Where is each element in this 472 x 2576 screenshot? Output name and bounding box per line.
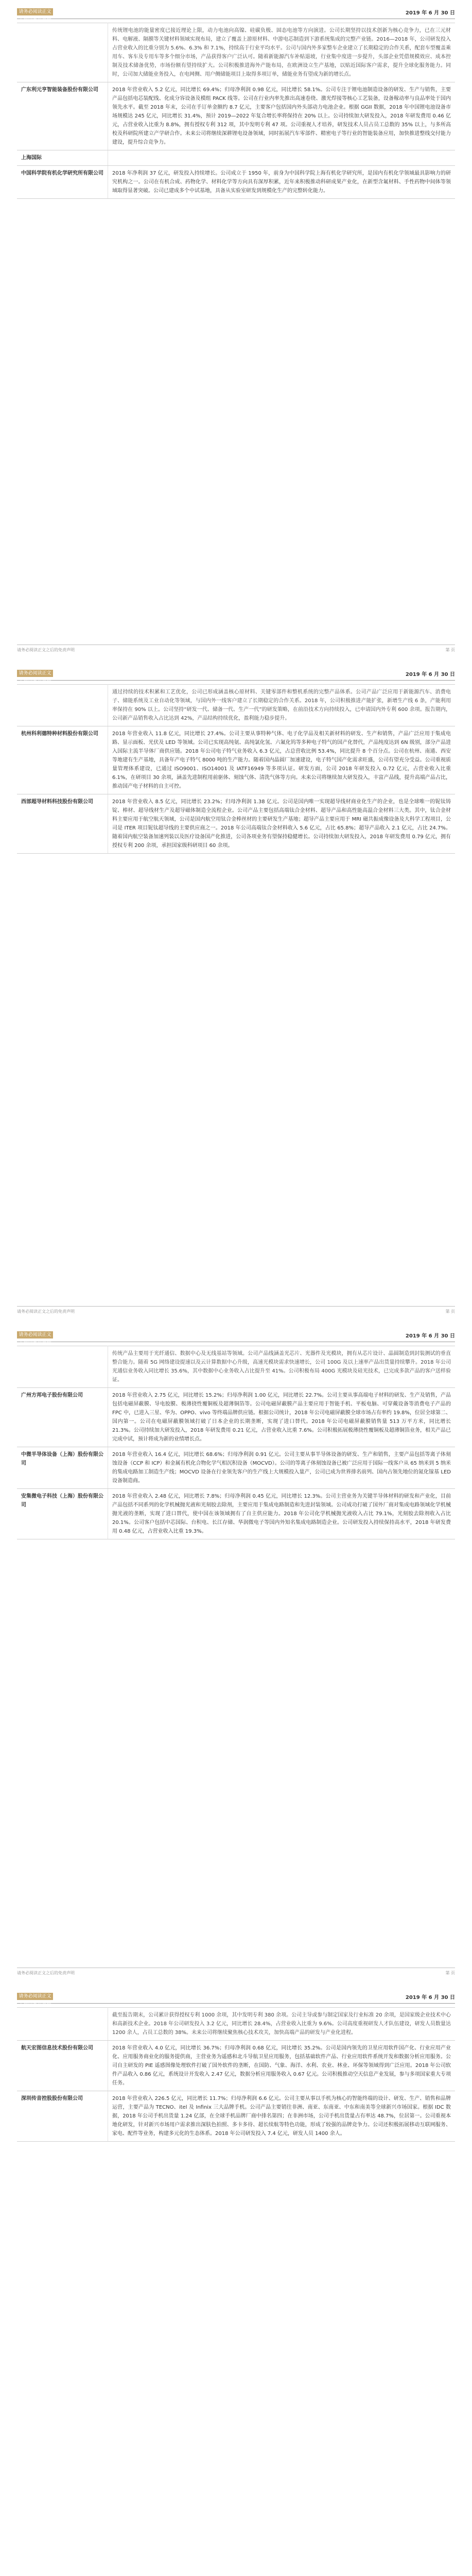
company-description: 2018 年净利润 37 亿元，研发投入持续增长。公司成立于 1950 年，前身为中国科学院上海有机化学研究所，是国内有机化学领域最具影响力的研究机构之一。公司在有机合成、药物化学、材料化学等方向具有深厚积累，近年来积极推动科研成果产业化，在新型含氟材料、手性药物中间体等领域取得显著突破。公司已建成多个中试基地，具备从实验室研发到规模化生产的完整转化能力。: [108, 166, 456, 199]
company-row: [17, 1346, 455, 1388]
page-header: [17, 7, 455, 22]
report-date: 2019 年 6 月 30 日: [405, 672, 455, 677]
company-name: 广东利元亨智能装备股份有限公司: [17, 82, 108, 150]
company-name: [17, 23, 108, 82]
company-name: 广州方邦电子股份有限公司: [17, 1388, 108, 1447]
company-description: 2018 年营业收入 2.48 亿元，同比增长 7.8%；归母净利润 0.45 亿元，同比增长 12.3%。公司主营业务为关键半导体材料的研发和产业化，目前产品包括不同系列的化学机械抛光液和光刻胶去除剂，主要应用于集成电路制造和先进封装领域。公司成功打破了国外厂商对集成电路领域化学机械抛光液的垄断，实现了进口替代，使中国在该领域拥有了自主供应能力。2018 年公司化学机械抛光液收入占比 79.1%，光刻胶去除剂收入占比 20.1%。公司客户包括中芯国际、台积电、长江存储、华润微电子等国内外知名集成电路制造企业。公司研发投入持续保持高水平，2018 年研发费用 0.48 亿元，占营业收入比重 19.3%。: [108, 1489, 456, 1539]
report-page: [0, 1985, 472, 2576]
header-badge: 请务必阅读正文之后的免责声明: [17, 1993, 53, 2000]
page-header: [17, 669, 455, 681]
company-description: 2018 年营业收入 226.5 亿元，同比增长 11.7%；归母净利润 6.6 亿元。公司主要从事以手机为核心的智能终端的设计、研发、生产、销售和品牌运营，主要产品为 TECNO、itel 及 Infinix 三大品牌手机。公司产品主要销往非洲、南亚、东南亚、中东和南美等全球新兴市场国家。根据 IDC 数据，2018 年公司手机出货量 1.24 亿部，在全球手机品牌厂商中排名第四；在非洲市场，公司手机出货量占有率达 48.7%，位居第一。公司重视本地化研发，针对新兴市场用户需求推出深肤色拍照、多卡多待、超长续航等特色功能，形成了较强的品牌竞争力。公司还积极拓展移动互联网服务、家电、配件等业务，构建多元化的生态体系。2018 年公司研发投入 7.4 亿元，研发人员 1400 余人。: [108, 2091, 456, 2142]
company-table: [17, 2007, 455, 2142]
page-content: [17, 684, 455, 854]
report-date: 2019 年 6 月 30 日: [405, 1333, 455, 1339]
company-row: [17, 166, 455, 199]
company-description: 截至报告期末，公司累计获得授权专利 1000 余项，其中发明专利 380 余项。公司主导或参与制定国家及行业标准 20 余项，是国家级企业技术中心和高新技术企业。2018 年公司研发投入 3.2 亿元，同比增长 28.4%，占营业收入比重为 9.6%。公司高度重视研发人才队伍建设，研发人员数量达 1200 余人，占员工总数的 38%。未来公司将继续聚焦核心技术攻关，加快高端产品的研发与产业化进程。: [108, 2008, 456, 2041]
company-table: [17, 1346, 455, 1539]
company-description: 2018 年营业收入 8.5 亿元，同比增长 23.2%；归母净利润 1.38 亿元。公司是国内唯一实现超导线材商业化生产的企业，也是全球唯一的铌钛铸锭、棒材、超导线材生产及超导磁体制造全流程企业。公司产品主要包括高端钛合金材料、超导产品和高性能高温合金材料三大类。其中，钛合金材料主要应用于航空航天领域，公司是国内航空用钛合金棒丝材的主要研发生产基地；超导产品主要应用于 MRI 磁共振成像设备及大科学工程项目，公司是 ITER 项目铌钛超导线的主要供应商之一。2018 年公司高端钛合金材料收入 5.6 亿元，占比 65.8%；超导产品收入 2.1 亿元，占比 24.7%。随着国内航空装备加速列装以及医疗设备国产化推进，公司各项业务有望保持稳健增长。公司持续加大研发投入，2018 年研发费用 0.79 亿元，拥有授权专利 200 余项，承担国家级科研项目 60 余项。: [108, 794, 456, 854]
company-description: 传统产品主要用于光纤通信、数据中心及无线基站等领域。公司产品线涵盖光芯片、光器件及光模块，拥有从芯片设计、晶圆制造到封装测试的垂直整合能力。随着 5G 网络建设提速以及云计算数据中心升级，高速光模块需求快速增长，公司 100G 及以上速率产品出货量持续攀升。2018 年公司光通信业务收入同比增长 35.6%，其中数据中心业务收入占比提升至 41%。公司积极布局 400G 光模块及硅光技术，已完成多款产品的客户送样验证。: [108, 1346, 456, 1388]
company-name: 西部超导材料科技股份有限公司: [17, 794, 108, 854]
company-row: [17, 23, 455, 82]
header-badge: 请务必阅读正文之后的免责声明: [17, 1331, 53, 1338]
company-description: 通过持续的技术积累和工艺优化，公司已形成涵盖核心原材料、关键零部件和整机系统的完整产品体系。公司产品广泛应用于新能源汽车、消费电子、储能系统及工业自动化等领域，与国内外一线客户建立了长期稳定的合作关系。2018 年，公司积极推进产能扩张，新增生产线 6 条，产能利用率保持在 90% 以上。公司坚持“研发一代、储备一代、生产一代”的研发策略，在前沿技术方向持续投入，已申请国内外专利 600 余项。报告期内，公司新产品销售收入占比达到 42%，产品结构持续优化，盈利能力稳步提升。: [108, 685, 456, 726]
header-badge: 请务必阅读正文之后的免责声明: [17, 8, 53, 15]
company-row: [17, 1489, 455, 1539]
footer-page-number: 第 页: [445, 648, 455, 652]
page-content: [17, 23, 455, 199]
footer-disclaimer: 请务必阅读正文之后的免责声明: [17, 1971, 75, 1975]
page-footer: [17, 1306, 455, 1317]
report-page: [0, 662, 472, 1323]
company-row: [17, 794, 455, 854]
header-badge: 请务必阅读正文之后的免责声明: [17, 670, 53, 677]
report-date: 2019 年 6 月 30 日: [405, 1995, 455, 2001]
company-description: 2018 年营业收入 11.8 亿元，同比增长 27.4%。公司主要从事特种气体、电子化学品及相关新材料的研发、生产和销售，产品广泛应用于集成电路、显示面板、光伏及 LED 等领域。公司已实现高纯氨、高纯氯化氢、六氟化钨等多种电子特气的国产化替代，产品纯度达到 6N 级别，部分产品进入国际主流半导体厂商供应链。2018 年公司电子特气业务收入 6.3 亿元，占总营收比例 53.4%，同比提升 8 个百分点。公司在杭州、南通、西安等地建有生产基地，具备年产电子特气 8000 吨的生产能力。随着国内晶圆厂加速建设，电子特气国产化需求旺盛，公司有望充分受益。公司重视质量管理体系建设，已通过 ISO9001、ISO14001 及 IATF16949 等多项认证。研发方面，公司 2018 年研发投入 0.72 亿元，占营业收入比重 6.1%，在研项目 30 余项，涵盖先进制程用前驱体、刻蚀气体、清洗气体等方向。未来公司将继续加大研发投入，丰富产品线，提升高端产品占比，推动国产电子材料的自主可控。: [108, 726, 456, 794]
company-table: [17, 23, 455, 199]
company-description: 传统锂电池的能量密度已接近理论上限，动力电池向高镍、硅碳负极、固态电池等方向演进。公司长期坚持以技术创新为核心竞争力，已在三元材料、电解液、隔膜等关键材料领域实现布局，建立了覆盖上游原材料、中游电芯制造到下游系统集成的完整产业链。2016—2018 年，公司研发投入占营业收入的比重分别为 5.6%、6.3% 和 7.1%，持续高于行业平均水平。公司与国内外多家整车企业建立了长期稳定的合作关系，配套车型覆盖乘用车、客车及专用车等多个细分市场，产品获得客户广泛认可。随着新能源汽车补贴退坡，行业集中度进一步提升，头部企业凭借规模效应、成本控制及技术储备优势，市场份额有望持续扩大。公司积极推进海外产能布局，在欧洲设立生产基地，以贴近国际客户需求，提升全球化服务能力。同时，公司加大储能业务投入，在电网侧、用户侧储能项目上取得多项订单，储能业务有望成为新的增长点。: [108, 23, 456, 82]
company-description: 2018 年营业收入 5.2 亿元，同比增长 69.4%；归母净利润 0.98 亿元，同比增长 58.1%。公司专注于锂电池制造设备的研发、生产与销售，主要产品包括电芯装配线、化成分容设备及模组 PACK 线等。公司在行业内率先推出高速卷绕、激光焊接等核心工艺装备，设备稼动率与良品率处于国内领先水平。截至 2018 年末，公司在手订单金额约 8.7 亿元，主要客户包括国内外头部动力电池企业。根据 GGII 数据，2018 年中国锂电池设备市场规模达 245 亿元，同比增长 31.4%，预计 2019—2022 年复合增长率将保持在 20% 以上。公司持续加大研发投入，2018 年研发费用 0.46 亿元，占营业收入比重为 8.8%，拥有授权专利 312 项，其中发明专利 47 项。公司重视人才培养，研发技术人员占员工总数的 35% 以上，与多所高校及科研院所建立产学研合作。未来公司将继续深耕锂电设备领域，同时拓展汽车零部件、精密电子等行业的智能装备应用，加快推进整线交付能力建设，提升综合竞争力。: [108, 82, 456, 150]
company-description: 2018 年营业收入 4.0 亿元，同比增长 36.7%；归母净利润 0.68 亿元，同比增长 35.2%。公司是国内领先的卫星应用软件国产化、行业应用产业化、应用服务商业化的服务提供商，主营业务为遥感和北斗导航卫星应用服务，包括基础软件产品、行业应用软件系统开发和数据分析应用服务。公司自主研发的 PIE 遥感图像处理软件打破了国外软件的垄断，在国防、气象、海洋、水利、农业、林业、环保等领域得到广泛应用。2018 年公司软件产品收入 0.86 亿元，系统设计开发收入 2.47 亿元，数据分析应用服务收入 0.67 亿元。公司积极推动空天信息产业发展，参与多项国家重大专项任务。: [108, 2041, 456, 2091]
footer-disclaimer: 请务必阅读正文之后的免责声明: [17, 1309, 75, 1314]
company-name: [17, 1346, 108, 1388]
page-content: [17, 2007, 455, 2142]
footer-disclaimer: 请务必阅读正文之后的免责声明: [17, 648, 75, 652]
company-name: 上海国际: [17, 150, 108, 166]
company-name: [17, 685, 108, 726]
company-row: [17, 1447, 455, 1489]
company-row: [17, 2041, 455, 2091]
report-page: [0, 1323, 472, 1985]
company-row: [17, 82, 455, 150]
company-row: [17, 726, 455, 794]
company-description: 2018 年营业收入 2.75 亿元，同比增长 15.2%；归母净利润 1.00 亿元，同比增长 22.7%。公司主要从事高端电子材料的研发、生产及销售，产品包括电磁屏蔽膜、导电胶膜、极薄挠性覆铜板及超薄铜箔等。公司电磁屏蔽膜产品主要应用于智能手机、平板电脑、可穿戴设备等消费电子产品的 FPC 中，已进入三星、华为、OPPO、vivo 等终端品牌供应链。根据公司统计，2018 年公司电磁屏蔽膜全球市场占有率约 19.8%，位居全球第二、国内第一。公司在电磁屏蔽膜领域打破了日本企业的长期垄断，实现了进口替代。2018 年公司电磁屏蔽膜销售量 513 万平方米，同比增长 21.3%。公司持续加大研发投入，2018 年研发费用 0.21 亿元，占营业收入比重 7.6%。公司积极拓展极薄挠性覆铜板及超薄铜箔业务，相关产品已完成中试，预计将成为新的业绩增长点。: [108, 1388, 456, 1447]
page-header: [17, 1330, 455, 1345]
company-table: [17, 684, 455, 854]
page-footer: [17, 1968, 455, 1978]
page-content: [17, 1346, 455, 1539]
footer-page-number: 第 页: [445, 1309, 455, 1314]
page-footer: [17, 645, 455, 655]
company-row: [17, 1388, 455, 1447]
company-name: 航天宏图信息技术股份有限公司: [17, 2041, 108, 2091]
footer-page-number: 第 页: [445, 1971, 455, 1975]
company-name: 中国科学院有机化学研究所有限公司: [17, 166, 108, 199]
company-description: [108, 150, 456, 166]
company-row: [17, 2091, 455, 2142]
company-name: 安集微电子科技（上海）股份有限公司: [17, 1489, 108, 1539]
company-row: [17, 150, 455, 166]
company-name: 杭州科利德特种材料股份有限公司: [17, 726, 108, 794]
company-name: 深圳传音控股股份有限公司: [17, 2091, 108, 2142]
company-row: [17, 2008, 455, 2041]
company-name: 中微半导体设备（上海）股份有限公司: [17, 1447, 108, 1489]
report-date: 2019 年 6 月 30 日: [405, 10, 455, 16]
page-header: [17, 1992, 455, 2004]
company-description: 2018 年营业收入 16.4 亿元，同比增长 68.6%；归母净利润 0.91 亿元。公司主要从事半导体设备的研发、生产和销售，主要产品包括等离子体刻蚀设备（CCP 和 ICP）和金属有机化合物化学气相沉积设备（MOCVD）。公司的等离子体刻蚀设备已被广泛应用于国际一线客户从 65 纳米到 5 纳米的集成电路加工制造生产线；MOCVD 设备在行业领先客户的生产线上大规模投入量产，公司已成为世界排名前列、国内占领先地位的氮化镓基 LED 设备制造商。: [108, 1447, 456, 1489]
report-page: [0, 0, 472, 662]
company-row: [17, 685, 455, 726]
company-name: [17, 2008, 108, 2041]
